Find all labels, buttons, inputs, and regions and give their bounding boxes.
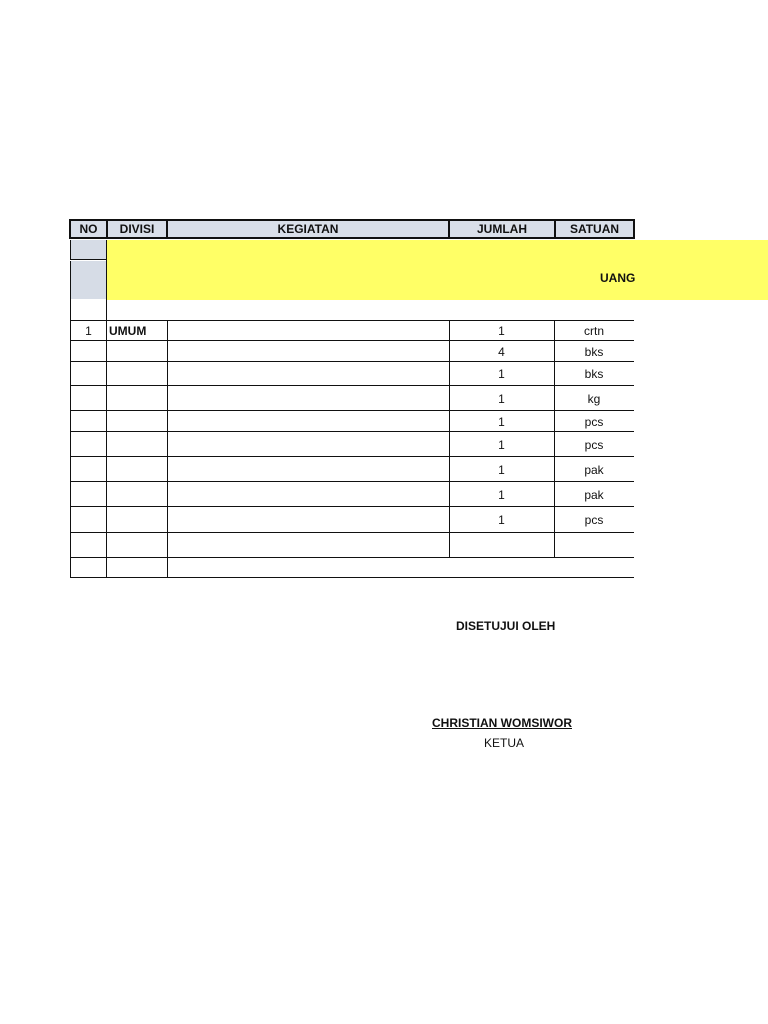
cell-jumlah[interactable]: 1 [498,513,505,527]
cell-jumlah[interactable]: 1 [498,462,505,477]
cell-divisi[interactable] [107,411,167,432]
header-no: NO [69,219,108,239]
band-label: UANG [600,271,636,285]
cell-kegiatan[interactable] [167,432,449,457]
table-row [70,457,634,482]
cell-jumlah[interactable]: 1 [498,324,505,338]
header-kegiatan: KEGIATAN [166,219,450,239]
cell-no[interactable] [70,482,107,507]
cell-satuan[interactable]: pcs [584,414,604,429]
column-divider [106,321,107,578]
cell-satuan[interactable] [554,558,634,578]
cell-satuan[interactable]: bks [584,344,604,359]
signatory-name: CHRISTIAN WOMSIWOR [432,716,572,730]
cell-jumlah[interactable]: 1 [498,414,505,429]
cell-jumlah[interactable] [449,533,554,558]
cell-satuan[interactable]: pak [584,462,604,477]
signatory-role: KETUA [484,736,525,750]
cell-kegiatan[interactable] [167,507,449,533]
table-row [70,321,634,341]
divider [70,259,107,260]
cell-divisi[interactable] [107,362,167,386]
row-divider [70,577,634,578]
cell-jumlah[interactable]: 4 [498,344,505,359]
cell-satuan[interactable]: pcs [584,513,604,527]
cell-divisi[interactable] [107,558,167,578]
cell-no[interactable] [70,362,107,386]
column-divider [554,321,555,558]
table-row [70,558,634,578]
cell-satuan[interactable]: kg [587,391,601,406]
cell-divisi[interactable] [107,386,167,411]
table-row [70,411,634,432]
cell-divisi[interactable] [107,507,167,533]
table-row [70,341,634,362]
cell-kegiatan[interactable] [167,321,449,341]
column-divider [449,321,450,558]
cell-divisi[interactable]: UMUM [109,324,147,338]
cell-divisi[interactable] [107,432,167,457]
cell-jumlah[interactable]: 1 [498,391,505,406]
table-row [70,533,634,558]
cell-kegiatan[interactable] [167,482,449,507]
cell-no[interactable] [70,411,107,432]
highlight-band [107,240,768,300]
cell-no[interactable] [70,507,107,533]
cell-satuan[interactable]: bks [584,367,604,381]
table-row [70,482,634,507]
header-subcell [70,240,108,259]
cell-satuan[interactable]: crtn [583,324,604,338]
cell-no[interactable] [70,432,107,457]
cell-jumlah[interactable] [449,558,554,578]
cell-no[interactable] [70,558,107,578]
divider [70,299,71,321]
table-row [70,432,634,457]
table-row [70,362,634,386]
cell-jumlah[interactable]: 1 [498,437,505,452]
header-satuan: SATUAN [554,219,635,239]
cell-satuan[interactable]: pcs [584,437,604,452]
cell-no[interactable]: 1 [85,324,92,338]
cell-kegiatan[interactable] [167,411,449,432]
cell-kegiatan[interactable] [167,533,449,558]
cell-kegiatan[interactable] [167,558,449,578]
cell-divisi[interactable] [107,482,167,507]
cell-satuan[interactable] [554,533,634,558]
table-row [70,507,634,533]
table-row [70,386,634,411]
header-subcell [70,261,108,299]
cell-satuan[interactable]: pak [584,487,604,502]
cell-kegiatan[interactable] [167,386,449,411]
column-divider [70,321,71,578]
header-jumlah: JUMLAH [448,219,556,239]
header-divisi: DIVISI [106,219,168,239]
cell-kegiatan[interactable] [167,341,449,362]
cell-divisi[interactable] [107,341,167,362]
cell-jumlah[interactable]: 1 [498,367,505,381]
cell-kegiatan[interactable] [167,362,449,386]
cell-divisi[interactable] [107,457,167,482]
cell-no[interactable] [70,386,107,411]
cell-kegiatan[interactable] [167,457,449,482]
approval-label: DISETUJUI OLEH [456,619,556,633]
cell-no[interactable] [70,457,107,482]
cell-no[interactable] [70,341,107,362]
cell-divisi[interactable] [107,533,167,558]
column-divider [167,321,168,578]
cell-jumlah[interactable]: 1 [498,487,505,502]
cell-no[interactable] [70,533,107,558]
